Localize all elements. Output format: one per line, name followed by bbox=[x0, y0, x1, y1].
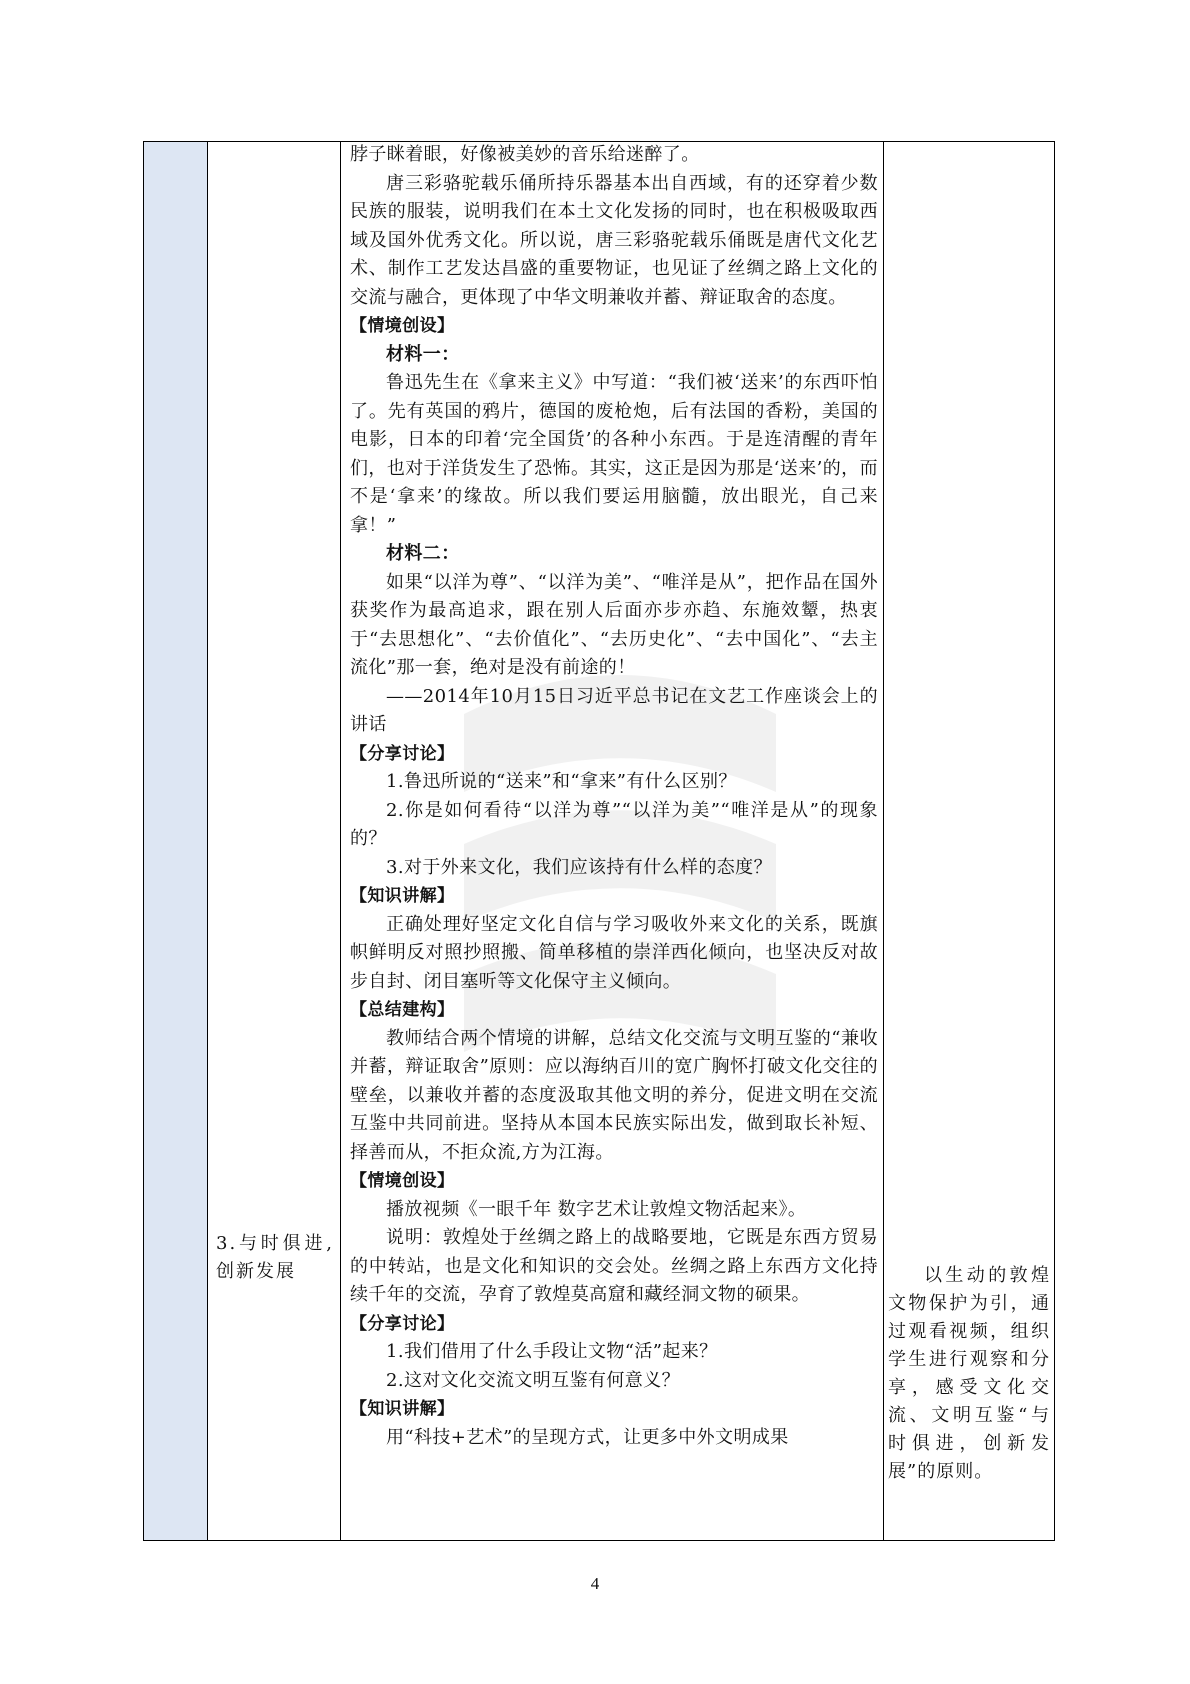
section-heading: 【情境创设】 bbox=[350, 316, 455, 336]
section-heading: 【情境创设】 bbox=[350, 1171, 455, 1191]
material-label: 材料一： bbox=[386, 343, 460, 365]
table-bottom-border bbox=[143, 1540, 1054, 1541]
discussion-question: 2.这对文化交流文明互鉴有何意义？ bbox=[386, 1369, 680, 1391]
section-heading: 【分享讨论】 bbox=[350, 1313, 455, 1334]
design-intent-column bbox=[888, 1262, 1050, 1486]
body-paragraph: 用“科技+艺术”的呈现方式，让更多中外文明成果 bbox=[386, 1426, 789, 1448]
body-paragraph: 播放视频《一眼千年 数字艺术让敦煌文物活起来》。 bbox=[386, 1198, 807, 1220]
category-column-shading bbox=[143, 141, 207, 1540]
section-heading: 【知识讲解】 bbox=[350, 1399, 455, 1419]
body-paragraph: 唐三彩骆驼载乐俑所持乐器基本出自西域，有的还穿着少数民族的服装，说明我们在本土文化发扬的同时，也在积极吸取西域及国外优秀文化。所以说，唐三彩骆驼载乐俑既是唐代文化艺术、制作工艺发达昌盛的重要物证，也见证了丝绸之路上文化的交流与融合，更体现了中华文明兼收并蓄、辩证取舍的态度。 bbox=[350, 172, 878, 308]
section-heading: 【分享讨论】 bbox=[350, 743, 455, 764]
stage-label: 3.与时俱进,创新发展 bbox=[216, 1233, 334, 1282]
body-paragraph: 如果“以洋为尊”、“以洋为美”、“唯洋是从”，把作品在国外获奖作为最高追求，跟在别人后面亦步亦趋、东施效颦，热衷于“去思想化”、“去价值化”、“去历史化”、“去中国化”、“去主流化”那一套，绝对是没有前途的！ bbox=[350, 571, 878, 678]
page-number: 4 bbox=[590, 1574, 600, 1593]
body-paragraph: 脖子眯着眼，好像被美妙的音乐给迷醉了。 bbox=[350, 144, 700, 165]
material-label: 材料二： bbox=[386, 543, 460, 564]
discussion-question: 1.鲁迅所说的“送来”和“拿来”有什么区别？ bbox=[386, 771, 737, 792]
column-divider-3 bbox=[883, 141, 884, 1541]
section-heading: 【总结建构】 bbox=[350, 1000, 455, 1020]
section-heading: 【知识讲解】 bbox=[350, 886, 455, 906]
design-intent-text: 以生动的敦煌文物保护为引，通过观看视频，组织学生进行观察和分享，感受文化交流、文明互鉴“与时俱进，创新发展”的原则。 bbox=[888, 1265, 1050, 1482]
column-divider-1 bbox=[207, 141, 208, 1541]
body-paragraph: 说明：敦煌处于丝绸之路上的战略要地，它既是东西方贸易的中转站，也是文化和知识的交会处。丝绸之路上东西方文化持续千年的交流，孕育了敦煌莫高窟和藏经洞文物的硕果。 bbox=[350, 1227, 878, 1305]
body-paragraph: 正确处理好坚定文化自信与学习吸收外来文化的关系，既旗帜鲜明反对照抄照搬、简单移植的崇洋西化倾向，也坚决反对故步自封、闭目塞听等文化保守主义倾向。 bbox=[350, 913, 878, 992]
body-paragraph: ——2014年10月15日习近平总书记在文艺工作座谈会上的讲话 bbox=[350, 685, 878, 735]
body-paragraph: 2.你是如何看待“以洋为尊”“以洋为美”“唯洋是从”的现象的？ bbox=[350, 799, 878, 849]
teaching-process-column bbox=[350, 141, 878, 1452]
body-paragraph: 教师结合两个情境的讲解，总结文化交流与文明互鉴的“兼收并蓄，辩证取舍”原则：应以海纳百川的宽广胸怀打破文化交往的壁垒，以兼收并蓄的态度汲取其他文明的养分，促进文明在交流互鉴中共同前进。坚持从本国本民族实际出发，做到取长补短、择善而从，不拒众流,方为江海。 bbox=[350, 1027, 878, 1163]
column-divider-2 bbox=[340, 141, 341, 1541]
discussion-question: 3.对于外来文化，我们应该持有什么样的态度？ bbox=[386, 856, 772, 878]
table-right-border bbox=[1054, 141, 1055, 1541]
discussion-question: 1.我们借用了什么手段让文物“活”起来？ bbox=[386, 1341, 718, 1362]
body-paragraph: 鲁迅先生在《拿来主义》中写道：“我们被‘送来’的东西吓怕了。先有英国的鸦片，德国的废枪炮，后有法国的香粉，美国的电影，日本的印着‘完全国货’的各种小东西。于是连清醒的青年们，也对于洋货发生了恐怖。其实，这正是因为那是‘送来’的，而不是‘拿来’的缘故。所以我们要运用脑髓，放出眼光，自己来拿！” bbox=[350, 372, 878, 536]
table-left-border bbox=[143, 141, 144, 1541]
